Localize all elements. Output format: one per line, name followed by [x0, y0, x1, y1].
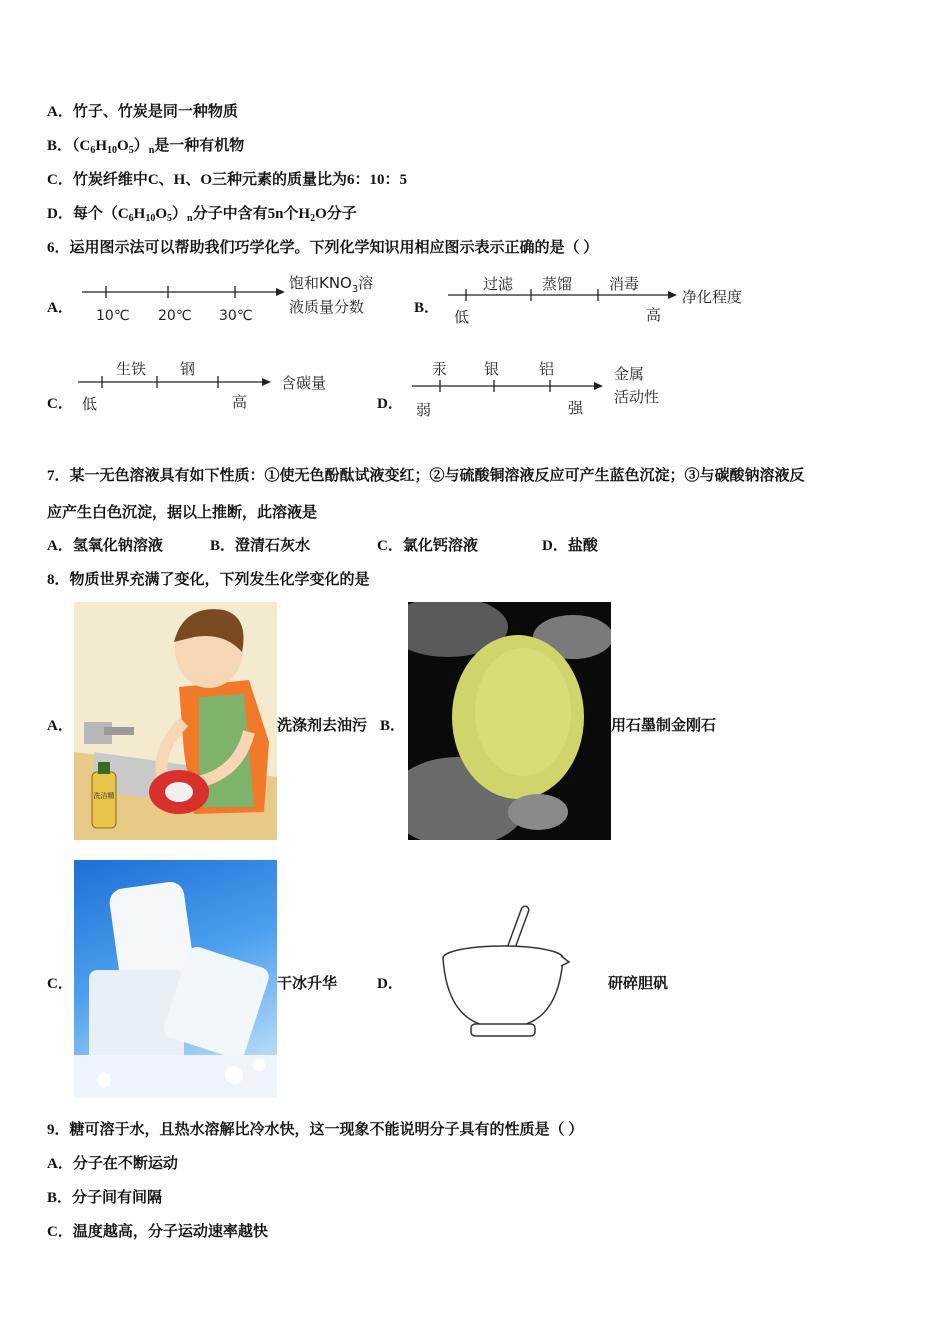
q8-stem: 8．物质世界充满了变化，下列发生化学变化的是: [47, 572, 370, 588]
q6b-end: 净化程度: [682, 288, 743, 306]
q6-label-c: C．: [47, 396, 73, 412]
q6a-end-line2: 液质量分数: [289, 298, 365, 316]
q9-option-c: C．温度越高，分子运动速率越快: [47, 1224, 268, 1240]
q6d-above-1: 汞: [432, 360, 448, 378]
q6-label-a: A．: [47, 300, 73, 316]
q6d-above-3: 铝: [539, 360, 555, 378]
q6b-low: 低: [454, 308, 470, 326]
q7-option-d: D．盐酸: [542, 538, 598, 554]
q6d-end-1: 金属: [614, 365, 645, 383]
q6a-tick-30: 30℃: [219, 308, 253, 324]
q6b-above-3: 消毒: [609, 275, 640, 293]
q6-diagram-a: [78, 268, 398, 330]
q6c-end: 含碳量: [281, 374, 327, 392]
q6-diagram-d: [408, 355, 698, 421]
q7-option-a: A．氢氧化钠溶液: [47, 538, 163, 554]
dry-ice-image: [74, 860, 277, 1098]
q5-option-c: C．竹炭纤维中C、H、O三种元素的质量比为6：10：5: [47, 172, 408, 188]
q6-diagram-b: [446, 270, 766, 330]
q5-option-d: D．每个$(C_6H_{10}O_5)_n$分子中含有5n个$H_2O$分子: [47, 206, 357, 224]
q8-option-a-text: 洗涤剂去油污: [277, 718, 368, 734]
q7-option-b: B．澄清石灰水: [210, 538, 311, 554]
q9-option-a: A．分子在不断运动: [47, 1156, 178, 1172]
q6-stem: 6．运用图示法可以帮助我们巧学化学。下列化学知识用相应图示表示正确的是（ ）: [47, 240, 599, 256]
q8-option-b-text: 用石墨制金刚石: [611, 718, 717, 734]
q6b-high: 高: [646, 306, 662, 324]
q8-label-d: D．: [377, 976, 403, 992]
q6c-above-2: 钢: [180, 360, 196, 378]
q6-label-d: D．: [377, 396, 403, 412]
q9-option-b: B．分子间有间隔: [47, 1190, 163, 1206]
q6c-above-1: 生铁: [116, 360, 147, 378]
q5-option-b: B．$(C_6H_{10}O_5)_n$是一种有机物: [47, 138, 245, 156]
q8-label-b: B．: [380, 718, 406, 734]
bottle-label: 洗洁精: [93, 792, 115, 800]
q8-option-c-text: 干冰升华: [277, 976, 338, 992]
graphite-diamond-image: [408, 602, 611, 840]
dishwashing-image: [74, 602, 277, 840]
q6-label-b: B．: [414, 300, 440, 316]
q6b-above-1: 过滤: [483, 275, 514, 293]
q6c-low: 低: [82, 395, 98, 413]
q7-option-c: C．氯化钙溶液: [377, 538, 478, 554]
q5-option-a: A．竹子、竹炭是同一种物质: [47, 104, 238, 120]
q7-stem-line1: 7．某一无色溶液具有如下性质：①使无色酚酞试液变红；②与硫酸铜溶液反应可产生蓝色沉淀；③与碳酸钠溶液反: [47, 468, 805, 484]
q6-diagram-c: [74, 355, 364, 417]
q6d-above-2: 银: [484, 360, 500, 378]
q6a-tick-20: 20℃: [158, 308, 192, 324]
q6d-end-2: 活动性: [614, 388, 660, 406]
q6a-end-line1: 饱和$KNO_3$溶: [289, 274, 374, 295]
q6c-high: 高: [232, 393, 248, 411]
mortar-pestle-icon: [433, 900, 573, 1050]
q8-label-c: C．: [47, 976, 73, 992]
q8-option-d-text: 研碎胆矾: [608, 976, 669, 992]
q6a-tick-10: 10℃: [96, 308, 130, 324]
q7-stem-line2: 应产生白色沉淀，据以上推断，此溶液是: [47, 505, 318, 521]
q8-label-a: A．: [47, 718, 73, 734]
q6d-low: 弱: [416, 401, 432, 419]
q9-stem: 9．糖可溶于水，且热水溶解比冷水快，这一现象不能说明分子具有的性质是（ ）: [47, 1122, 584, 1138]
q6d-high: 强: [568, 399, 584, 417]
q6b-above-2: 蒸馏: [542, 275, 573, 293]
